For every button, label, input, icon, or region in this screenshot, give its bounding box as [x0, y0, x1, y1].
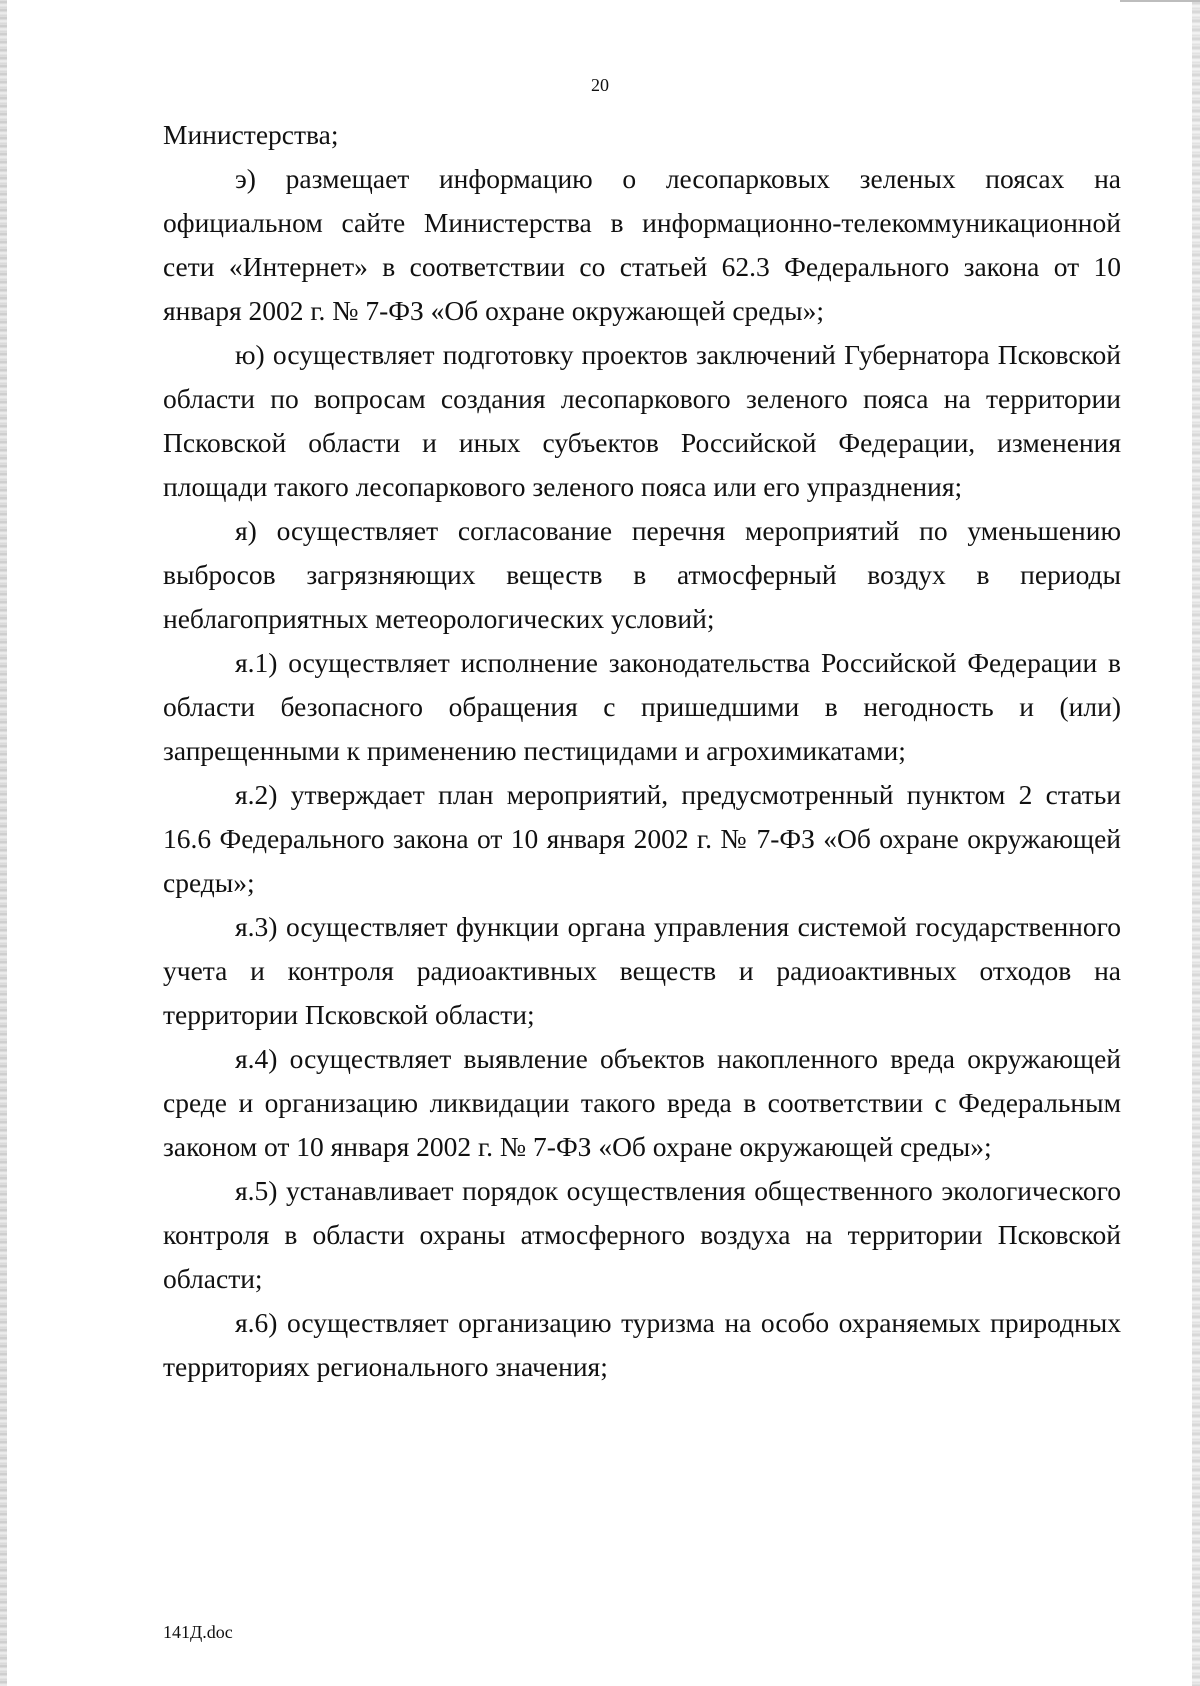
- paragraph-item-yu: ю) осуществляет подготовку проектов заключений Губернатора Псковской области по вопросам создания лесопаркового зеленого пояса на территории Псковской области и иных субъектов Российской Федерации, изменения площади такого лесопаркового зеленого пояса или его упразднения;: [163, 339, 1121, 502]
- paragraph-item-ya-6: я.6) осуществляет организацию туризма на особо охраняемых природных территориях регионального значения;: [163, 1307, 1121, 1382]
- scan-edge-top: [1120, 0, 1200, 2]
- paragraph-item-e: э) размещает информацию о лесопарковых зеленых поясах на официальном сайте Министерства в информационно-телекоммуникационной сети «Интернет» в соответствии со статьей 62.3 Федерального закона от 10 января 2002 г. № 7-ФЗ «Об охране окружающей среды»;: [163, 163, 1121, 326]
- scan-edge-right: [1192, 0, 1200, 1686]
- paragraph-item-ya-4: я.4) осуществляет выявление объектов накопленного вреда окружающей среде и организацию ликвидации такого вреда в соответствии с Федеральным законом от 10 января 2002 г. № 7-ФЗ «Об охране окружающей среды»;: [163, 1043, 1121, 1162]
- paragraph-item-ya: я) осуществляет согласование перечня мероприятий по уменьшению выбросов загрязняющих веществ в атмосферный воздух в периоды неблагоприятных метеорологических условий;: [163, 515, 1121, 634]
- paragraph-item-ya-1: я.1) осуществляет исполнение законодательства Российской Федерации в области безопасного обращения с пришедшими в негодность и (или) запрещенными к применению пестицидами и агрохимикатами;: [163, 647, 1121, 766]
- paragraph-item-ya-3: я.3) осуществляет функции органа управления системой государственного учета и контроля радиоактивных веществ и радиоактивных отходов на территории Псковской области;: [163, 911, 1121, 1030]
- paragraph-item-ya-2: я.2) утверждает план мероприятий, предусмотренный пунктом 2 статьи 16.6 Федерального закона от 10 января 2002 г. № 7-ФЗ «Об охране окружающей среды»;: [163, 779, 1121, 898]
- paragraph-continuation: Министерства;: [163, 119, 339, 150]
- paragraph-item-ya-5: я.5) устанавливает порядок осуществления общественного экологического контроля в области охраны атмосферного воздуха на территории Псковской области;: [163, 1175, 1121, 1294]
- scan-edge-left: [0, 0, 7, 1686]
- document-body: [163, 113, 1121, 1389]
- page-number: 20: [591, 75, 609, 95]
- footer-filename: 141Д.doc: [163, 1622, 233, 1642]
